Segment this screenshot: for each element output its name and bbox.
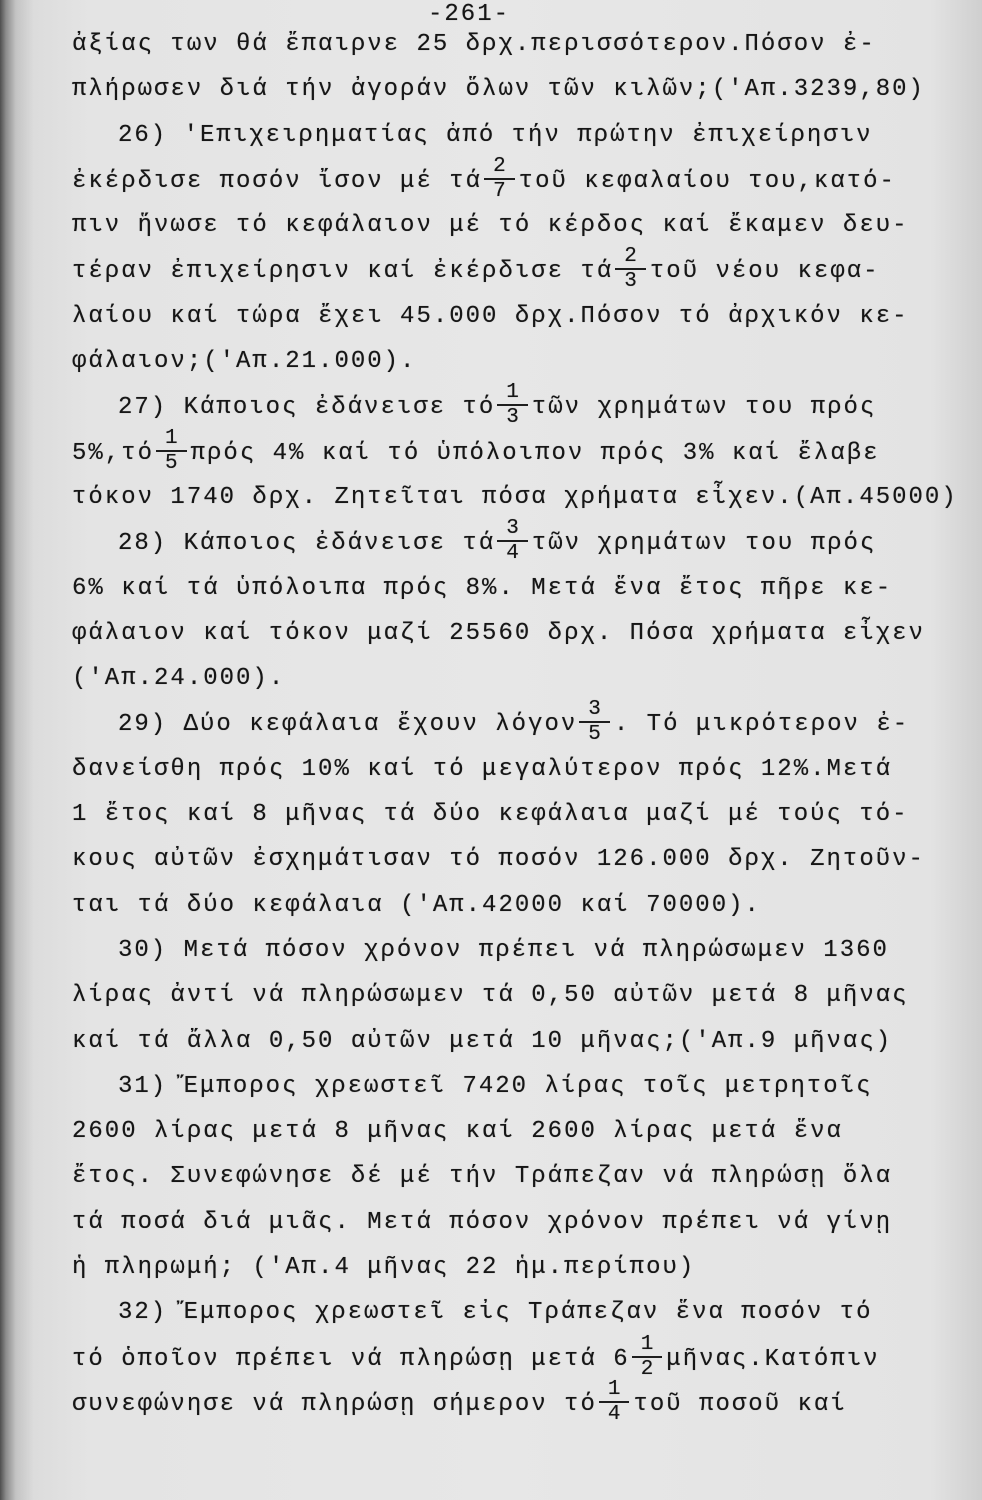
text-line [0,566,982,611]
fraction [497,383,528,428]
line-text-after-fraction: πρός 4% καί τό ὑπόλοιπον πρός 3% καί ἔλαβε [190,439,880,467]
exercise-line [0,1290,982,1335]
fraction-denominator: 5 [588,723,601,747]
fraction [484,154,515,203]
text-line [0,656,982,701]
line-text: πλήρωσεν διά τήν ἀγοράν ὅλων τῶν κιλῶν;('Απ.3239,80) [72,76,925,104]
text-line [0,973,982,1018]
fraction-numerator: 1 [497,383,528,406]
line-text: 1 ἔτος καί 8 μῆνας τά δύο κεφάλαια μαζί μέ τούς τό- [72,801,909,829]
text-line [0,67,982,112]
text-line [0,1245,982,1290]
exercise-line [0,928,982,973]
line-text-before-fraction: 28) Κάποιος ἐδάνεισε τά [118,530,496,558]
line-text: 6% καί τά ὑπόλοιπα πρός 8%. Μετά ἕνα ἔτος πῆρε κε- [72,574,893,602]
text-line [0,475,982,520]
text-line [0,837,982,882]
fraction [632,1332,663,1381]
line-text-before-fraction: τό ὁποῖον πρέπει νά πληρώσῃ μετά 6 [72,1345,630,1373]
line-text: ('Απ.24.000). [72,665,286,693]
fraction-numerator: 2 [484,157,515,180]
line-text: φάλαιον;('Απ.21.000). [72,348,417,376]
line-text: ται τά δύο κεφάλαια ('Απ.42000 καί 70000). [72,891,761,919]
text-line [0,883,982,928]
fraction-denominator: 4 [506,542,519,566]
fraction-numerator: 3 [497,519,528,542]
fraction [579,700,610,745]
text-line [0,1200,982,1245]
line-text: τόκον 1740 δρχ. Ζητεῖται πόσα χρήματα εἶχεν.(Απ.45000) [72,483,958,511]
fraction-numerator: 3 [579,700,610,723]
line-text: λίρας ἀντί νά πληρώσωμεν τά 0,50 αὐτῶν μετά 8 μῆνας [72,982,909,1010]
text-line [0,1154,982,1199]
line-text-after-fraction: τῶν χρημάτων του πρός [531,394,877,422]
line-text: 32) Ἔμπορος χρεωστεῖ εἰς Τράπεζαν ἕνα ποσόν τό [118,1299,873,1327]
line-text-before-fraction: συνεφώνησε νά πληρώσῃ σήμερον τό [72,1390,597,1418]
typed-text-body [0,22,982,1426]
line-text: 2600 λίρας μετά 8 μῆνας καί 2600 λίρας μετά ἕνα [72,1118,843,1146]
fraction-denominator: 2 [640,1357,654,1381]
line-text: πιν ἥνωσε τό κεφάλαιον μέ τό κέρδος καί ἔκαμεν δευ- [72,212,909,240]
exercise-line [0,381,982,430]
line-text-before-fraction: ἐκέρδισε ποσόν ἴσον μέ τά [72,167,483,195]
line-text-after-fraction: . Τό μικρότερον ἐ- [613,711,910,739]
fraction-numerator: 1 [156,429,187,452]
fraction [156,426,187,475]
exercise-line [0,1064,982,1109]
text-line [0,22,982,67]
fraction-denominator: 7 [493,179,506,203]
line-text-after-fraction: μῆνας.Κατόπιν [666,1345,880,1373]
exercise-line [0,517,982,566]
exercise-line [0,113,982,158]
line-text-before-fraction: 27) Κάποιος ἐδάνεισε τό [118,394,496,422]
text-line [0,294,982,339]
line-text-after-fraction: τῶν χρημάτων του πρός [531,530,877,558]
page-number: -261- [428,1,511,28]
line-text: 26) 'Επιχειρηματίας ἀπό τήν πρώτην ἐπιχείρησιν [118,121,873,149]
line-text: 30) Μετά πόσον χρόνον πρέπει νά πληρώσωμεν 1360 [118,936,889,964]
text-line [0,245,982,294]
fraction-denominator: 3 [624,270,637,294]
text-line [0,1332,982,1381]
text-line [0,1377,982,1426]
text-line [0,747,982,792]
fraction-denominator: 4 [607,1402,621,1426]
line-text-before-fraction: 5%,τό [72,439,155,467]
fraction-numerator: 1 [599,1380,630,1403]
fraction-denominator: 3 [506,406,519,430]
text-line [0,426,982,475]
line-text: ἀξίας των θά ἔπαιρνε 25 δρχ.περισσότερον.Πόσον ἐ- [72,31,876,58]
line-text-before-fraction: 29) Δύο κεφάλαια ἔχουν λόγον [118,711,578,739]
line-text: φάλαιον καί τόκον μαζί 25560 δρχ. Πόσα χρήματα εἶχεν [72,619,925,647]
line-text: ἡ πληρωμή; ('Απ.4 μῆνας 22 ἡμ.περίπου) [72,1254,696,1282]
exercise-line [0,698,982,747]
line-text-after-fraction: τοῦ κεφαλαίου του,κατό- [518,167,896,195]
fraction [497,519,528,564]
text-line [0,1019,982,1064]
line-text-after-fraction: τοῦ ποσοῦ καί [633,1390,847,1418]
line-text: 31) Ἔμπορος χρεωστεῖ 7420 λίρας τοῖς μετρητοῖς [118,1072,873,1100]
line-text-before-fraction: τέραν ἐπιχείρησιν καί ἐκέρδισε τά [72,258,614,286]
fraction [599,1377,630,1426]
text-line [0,339,982,384]
line-text: τά ποσά διά μιᾶς. Μετά πόσον χρόνον πρέπει νά γίνῃ [72,1208,893,1236]
text-line [0,792,982,837]
text-line [0,154,982,203]
text-line [0,611,982,656]
text-line [0,203,982,248]
line-text: λαίου καί τώρα ἔχει 45.000 δρχ.Πόσον τό ἀρχικόν κε- [72,302,909,330]
line-text: ἔτος. Συνεφώνησε δέ μέ τήν Τράπεζαν νά πληρώσῃ ὅλα [72,1163,893,1191]
fraction-numerator: 2 [615,247,646,270]
line-text-after-fraction: τοῦ νέου κεφα- [649,258,880,286]
line-text: καί τά ἄλλα 0,50 αὐτῶν μετά 10 μῆνας;('Απ.9 μῆνας) [72,1027,893,1055]
line-text: δανείσθη πρός 10% καί τό μεγαλύτερον πρός 12%.Μετά [72,755,893,783]
line-text: κους αὐτῶν ἐσχημάτισαν τό ποσόν 126.000 δρχ. Ζητοῦν- [72,846,925,874]
fraction [615,247,646,292]
fraction-denominator: 5 [165,451,178,475]
fraction-numerator: 1 [632,1335,663,1358]
text-line [0,1109,982,1154]
